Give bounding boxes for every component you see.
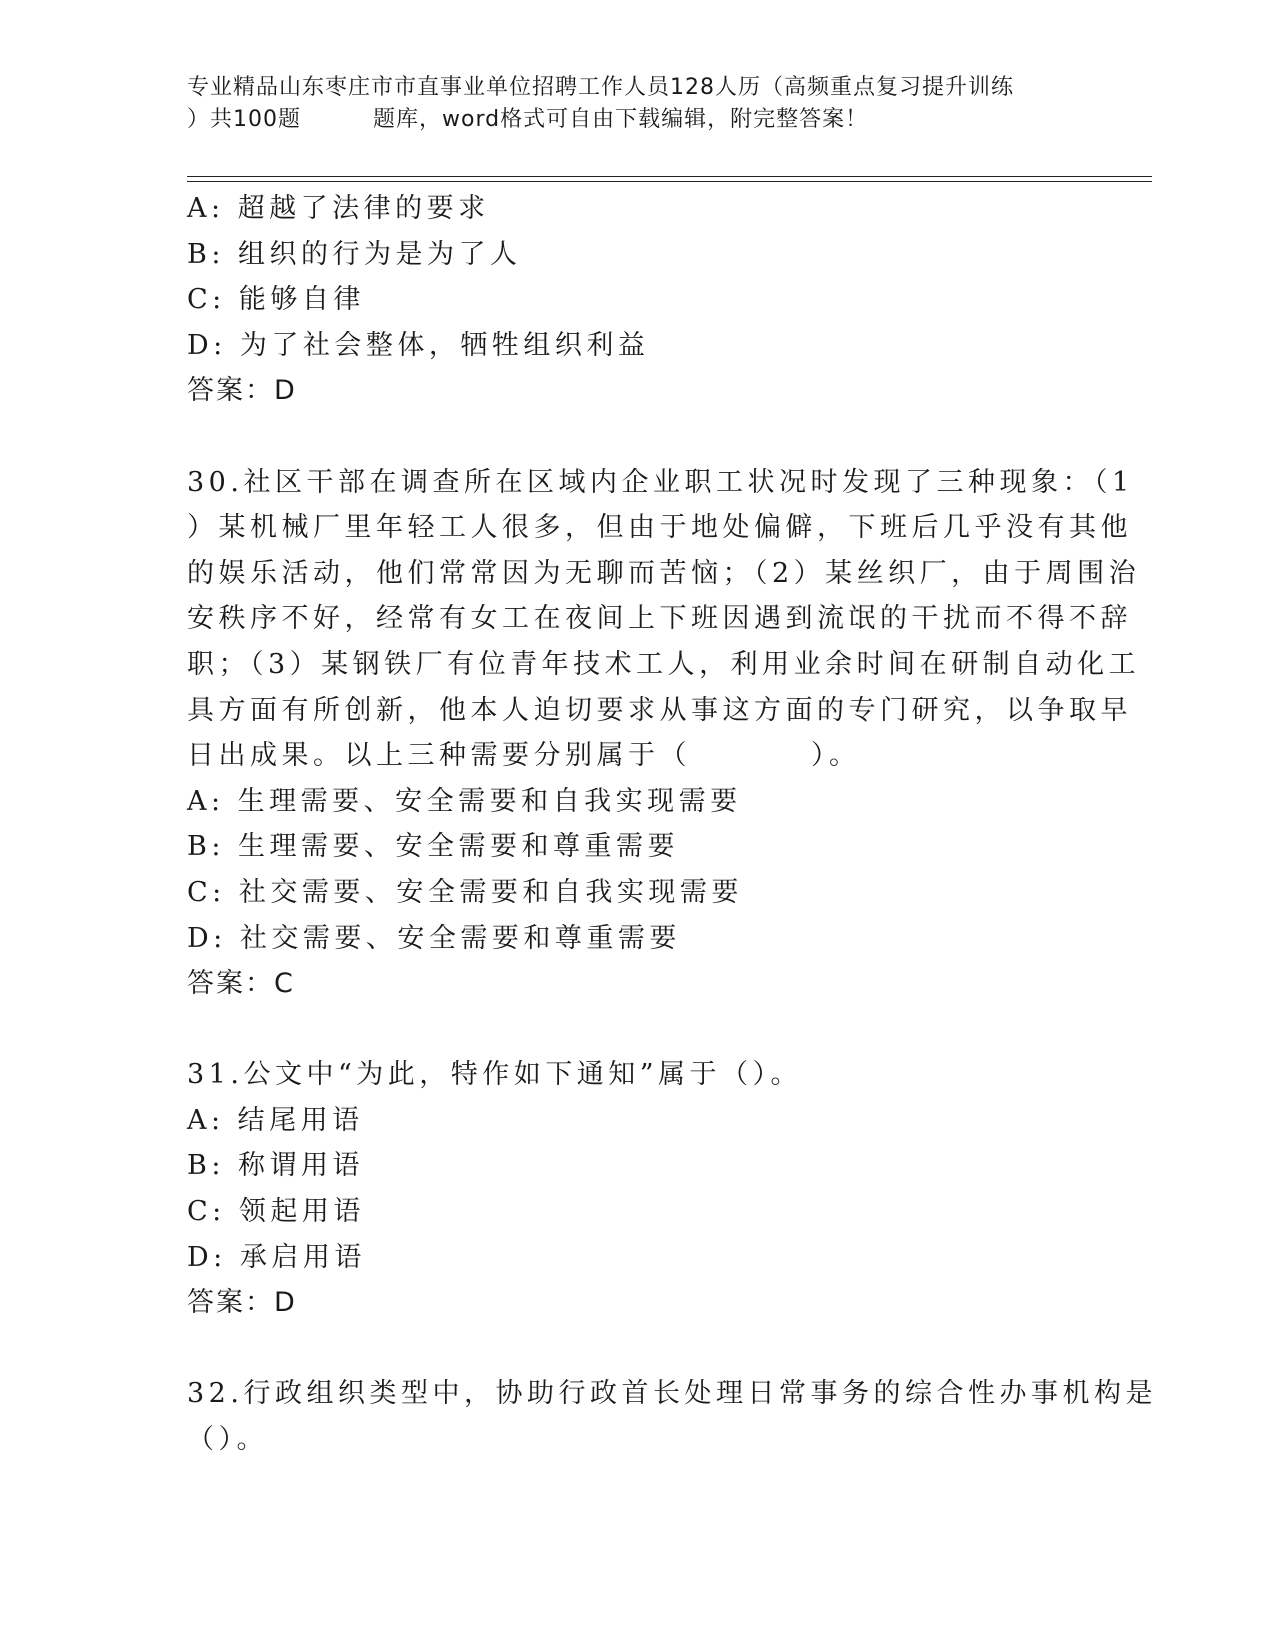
header-divider-bottom: [187, 181, 1152, 182]
question-text-line: 32.行政组织类型中，协助行政首长处理日常事务的综合性办事机构是: [187, 1378, 1157, 1410]
option-c: C: 能够自律: [187, 284, 365, 316]
document-header: [187, 72, 1087, 136]
question-text-line: （）。: [187, 1424, 268, 1456]
answer: 答案：D: [187, 375, 297, 407]
question-text-line: 的娱乐活动，他们常常因为无聊而苦恼；（2）某丝织厂，由于周围治: [187, 557, 1141, 589]
option-c: C: 社交需要、安全需要和自我实现需要: [187, 876, 743, 908]
option-c: C: 领起用语: [187, 1196, 365, 1228]
header-divider-top: [187, 176, 1152, 177]
option-a: A: 超越了法律的要求: [187, 193, 490, 224]
option-b: B: 生理需要、安全需要和尊重需要: [187, 831, 680, 863]
question-text-line: 具方面有所创新，他本人迫切要求从事这方面的专门研究，以争取早: [187, 694, 1132, 726]
answer: 答案：D: [187, 1287, 297, 1319]
question-32: [187, 1371, 1157, 1462]
question-text-part: 日出成果。以上三种需要分别属于（: [187, 740, 691, 772]
question-text-line: 31.公文中“为此，特作如下通知”属于（）。: [187, 1059, 803, 1091]
question-text-line: 安秩序不好，经常有女工在夜间上下班因遇到流氓的干扰而不得不辞: [187, 603, 1132, 635]
question-30: [187, 460, 1141, 1007]
question-text-line: 30.社区干部在调查所在区域内企业职工状况时发现了三种现象：（1: [187, 466, 1134, 498]
question-list: [187, 186, 1157, 1463]
option-b: B: 组织的行为是为了人: [187, 238, 522, 270]
header-title-line-1: 专业精品山东枣庄市市直事业单位招聘工作人员128人历（高频重点复习提升训练: [187, 75, 1014, 100]
question-text-line: ）某机械厂里年轻工人很多，但由于地处偏僻，下班后几乎没有其他: [187, 512, 1132, 544]
header-title-line-2-part-1: ）共100题: [187, 107, 301, 132]
option-a: A: 生理需要、安全需要和自我实现需要: [187, 785, 742, 817]
question-31: [187, 1052, 1087, 1326]
option-d: D: 承启用语: [187, 1241, 366, 1273]
answer: 答案：C: [187, 968, 295, 1000]
header-title-line-2-part-2: 题库，word格式可自由下载编辑，附完整答案！: [373, 107, 869, 132]
question-text-part: ）。: [811, 740, 861, 772]
option-d: D: 为了社会整体，牺牲组织利益: [187, 329, 650, 361]
option-d: D: 社交需要、安全需要和尊重需要: [187, 922, 681, 954]
question-text-line: 职；（3）某钢铁厂有位青年技术工人，利用业余时间在研制自动化工: [187, 648, 1141, 680]
question-29: [187, 186, 1087, 414]
question-text-line: [187, 733, 1087, 779]
option-b: B: 称谓用语: [187, 1150, 365, 1182]
header-title-line-2: [187, 104, 1087, 136]
option-a: A: 结尾用语: [187, 1104, 364, 1136]
